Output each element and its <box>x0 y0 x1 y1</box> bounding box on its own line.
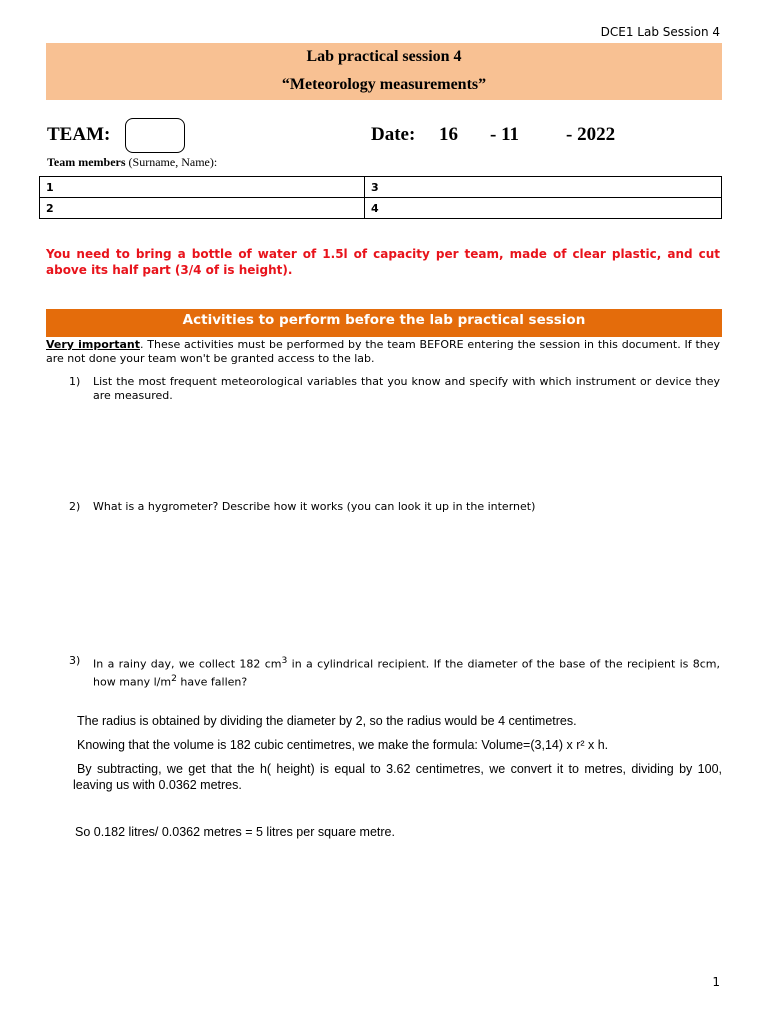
table-row <box>40 177 722 198</box>
table-row <box>40 198 722 219</box>
question-number: 1) <box>69 375 81 388</box>
superscript: 3 <box>281 655 288 666</box>
intro-text: . These activities must be performed by the team BEFORE entering the session in this document. If they are not done your team won't be granted access to the lab. <box>46 338 721 365</box>
answer-paragraph-2: Knowing that the volume is 182 cubic centimetres, we make the formula: Volume=(3,14) x r² x h. <box>77 738 609 752</box>
activities-heading: Activities to perform before the lab practical session <box>46 309 722 337</box>
member-cell[interactable]: 3 <box>365 177 722 198</box>
superscript: 2 <box>171 672 177 684</box>
team-label: TEAM: <box>47 124 111 145</box>
member-cell[interactable]: 4 <box>365 198 722 219</box>
document-header-label: DCE1 Lab Session 4 <box>600 25 720 39</box>
member-cell[interactable]: 2 <box>40 198 365 219</box>
question-text-part: in a cylindrical recipient. If the diameter of the base of the recipient is 8cm, how many l/m <box>93 657 721 689</box>
question-2 <box>69 500 720 514</box>
team-members-label-rest: (Surname, Name): <box>125 155 218 169</box>
question-1 <box>69 375 720 403</box>
team-input-box[interactable] <box>125 118 185 153</box>
date-month: - 11 <box>490 124 520 145</box>
question-3 <box>69 654 720 689</box>
date-label: Date: <box>371 124 416 145</box>
page-number: 1 <box>712 975 720 989</box>
date-year: - 2022 <box>566 124 616 145</box>
answer-paragraph-3: By subtracting, we get that the h( height) is equal to 3.62 centimetres, we convert it to metres, dividing by 100, leaving us with 0.0362 metres. <box>73 762 722 792</box>
intro-important: Very important <box>46 338 140 351</box>
team-members-label-bold: Team members <box>47 155 126 169</box>
title-line-2: “Meteorology measurements” <box>281 76 487 93</box>
question-number: 3) <box>69 654 81 667</box>
question-text-part: have fallen? <box>176 675 248 689</box>
warning-text: You need to bring a bottle of water of 1.5l of capacity per team, made of clear plastic, and cut above its half part (3/4 of is height). <box>46 247 720 277</box>
question-text-part: In a rainy day, we collect 182 cm <box>93 657 282 671</box>
member-cell[interactable]: 1 <box>40 177 365 198</box>
answer-paragraph-4: So 0.182 litres/ 0.0362 metres = 5 litres per square metre. <box>75 825 395 839</box>
date-day: 16 <box>439 124 458 145</box>
team-members-label <box>47 155 217 170</box>
question-text: List the most frequent meteorological variables that you know and specify with which instrument or device they are measured. <box>93 375 720 402</box>
question-text <box>93 654 720 689</box>
title-box <box>46 43 722 100</box>
title-line-1: Lab practical session 4 <box>306 48 462 65</box>
team-members-table <box>39 176 722 219</box>
question-number: 2) <box>69 500 81 513</box>
question-text: What is a hygrometer? Describe how it works (you can look it up in the internet) <box>93 500 536 513</box>
activities-intro <box>46 338 720 366</box>
answer-paragraph-1: The radius is obtained by dividing the diameter by 2, so the radius would be 4 centimetres. <box>77 714 577 728</box>
